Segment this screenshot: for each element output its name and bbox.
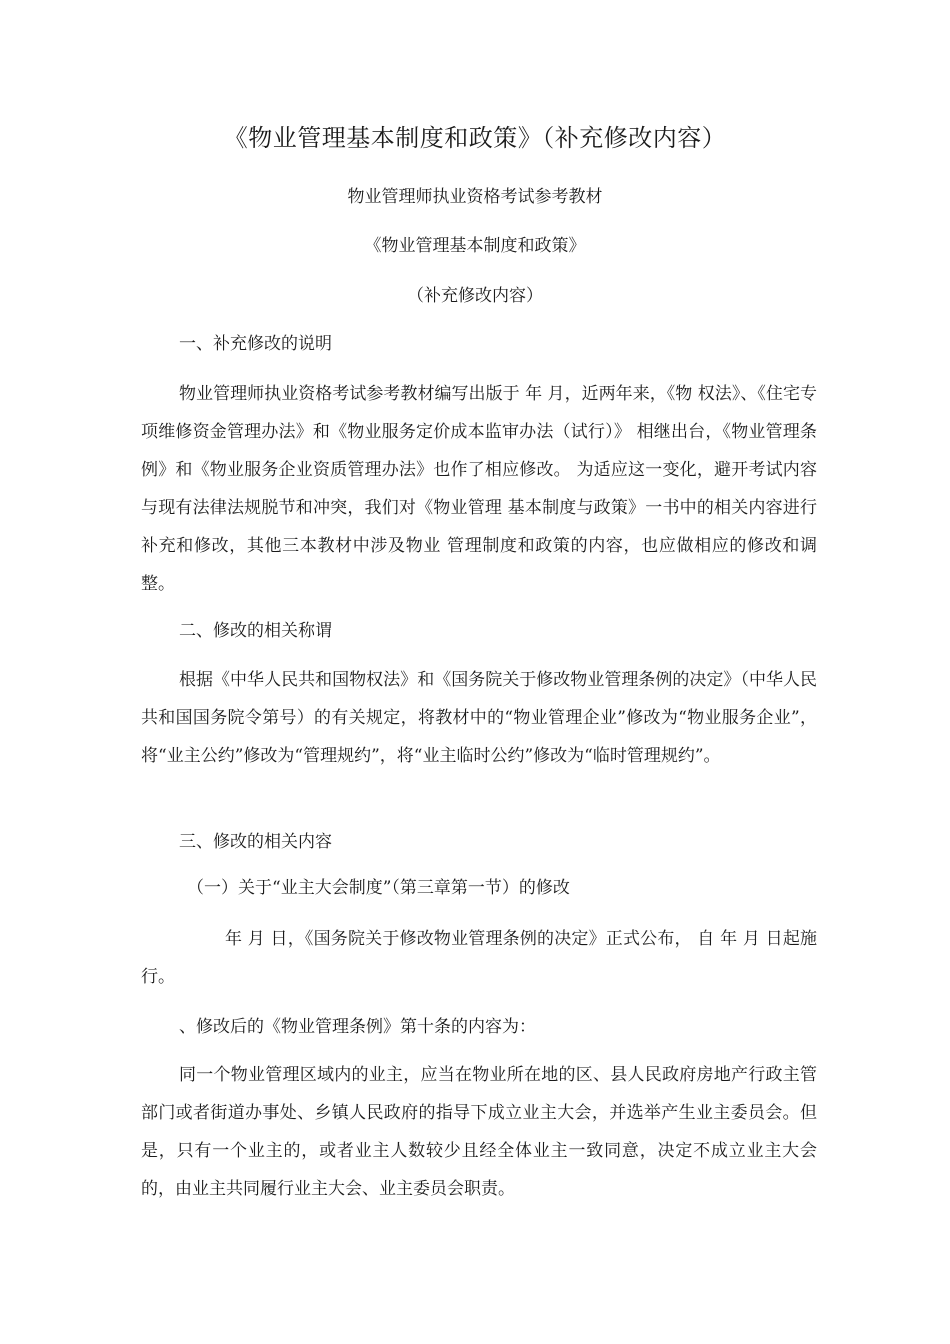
document-title: 《物业管理基本制度和政策》（补充修改内容） <box>223 124 727 152</box>
document-subtitle: 物业管理师执业资格考试参考教材 <box>347 187 603 207</box>
section-heading-2: 二、修改的相关称谓 <box>179 621 332 641</box>
section-2-paragraph: 根据《中华人民共和国物权法》和《国务院关于修改物业管理条例的决定》（中华人民共和国国务院令第号）的有关规定，将教材中的“物业管理企业”修改为“物业服务企业”，将“业主公约”修改为“管理规约”，将“业主临时公约”修改为“临时管理规约”。 <box>141 670 817 766</box>
book-title: 《物业管理基本制度和政策》 <box>364 236 586 256</box>
section-3-paragraph-2: 同一个物业管理区域内的业主，应当在物业所在地的区、县人民政府房地产行政主管部门或者街道办事处、乡镇人民政府的指导下成立业主大会，并选举产生业主委员会。但是，只有一个业主的，或者业主人数较少且经全体业主一致同意，决定不成立业主大会的，由业主共同履行业主大会、业主委员会职责。 <box>141 1065 817 1199</box>
section-1-paragraph: 物业管理师执业资格考试参考教材编写出版于 年 月，近两年来，《物 权法》、《住宅专项维修资金管理办法》和《物业服务定价成本监审办法（试行）》 相继出台，《物业管理条例》和《物业服务企业资质管理办法》也作了相应修改。 为适应这一变化，避开考试内容与现有法律法规脱节和冲突，我们对《物业管理 基本制度与政策》一书中的相关内容进行补充和修改，其他三本教材中涉及物业 管理制度和政策的内容，也应做相应的修改和调整。 <box>141 384 817 594</box>
supplement-label: （补充修改内容） <box>407 286 543 306</box>
section-3-subheading: （一）关于“业主大会制度”（第三章第一节）的修改 <box>187 878 570 898</box>
section-3-paragraph-1: 年 月 日，《国务院关于修改物业管理条例的决定》正式公布， 自 年 月 日起施行。 <box>141 929 817 987</box>
section-heading-1: 一、补充修改的说明 <box>179 334 332 354</box>
section-3-note: 、修改后的《物业管理条例》第十条的内容为： <box>179 1017 536 1037</box>
section-heading-3: 三、修改的相关内容 <box>179 832 332 852</box>
